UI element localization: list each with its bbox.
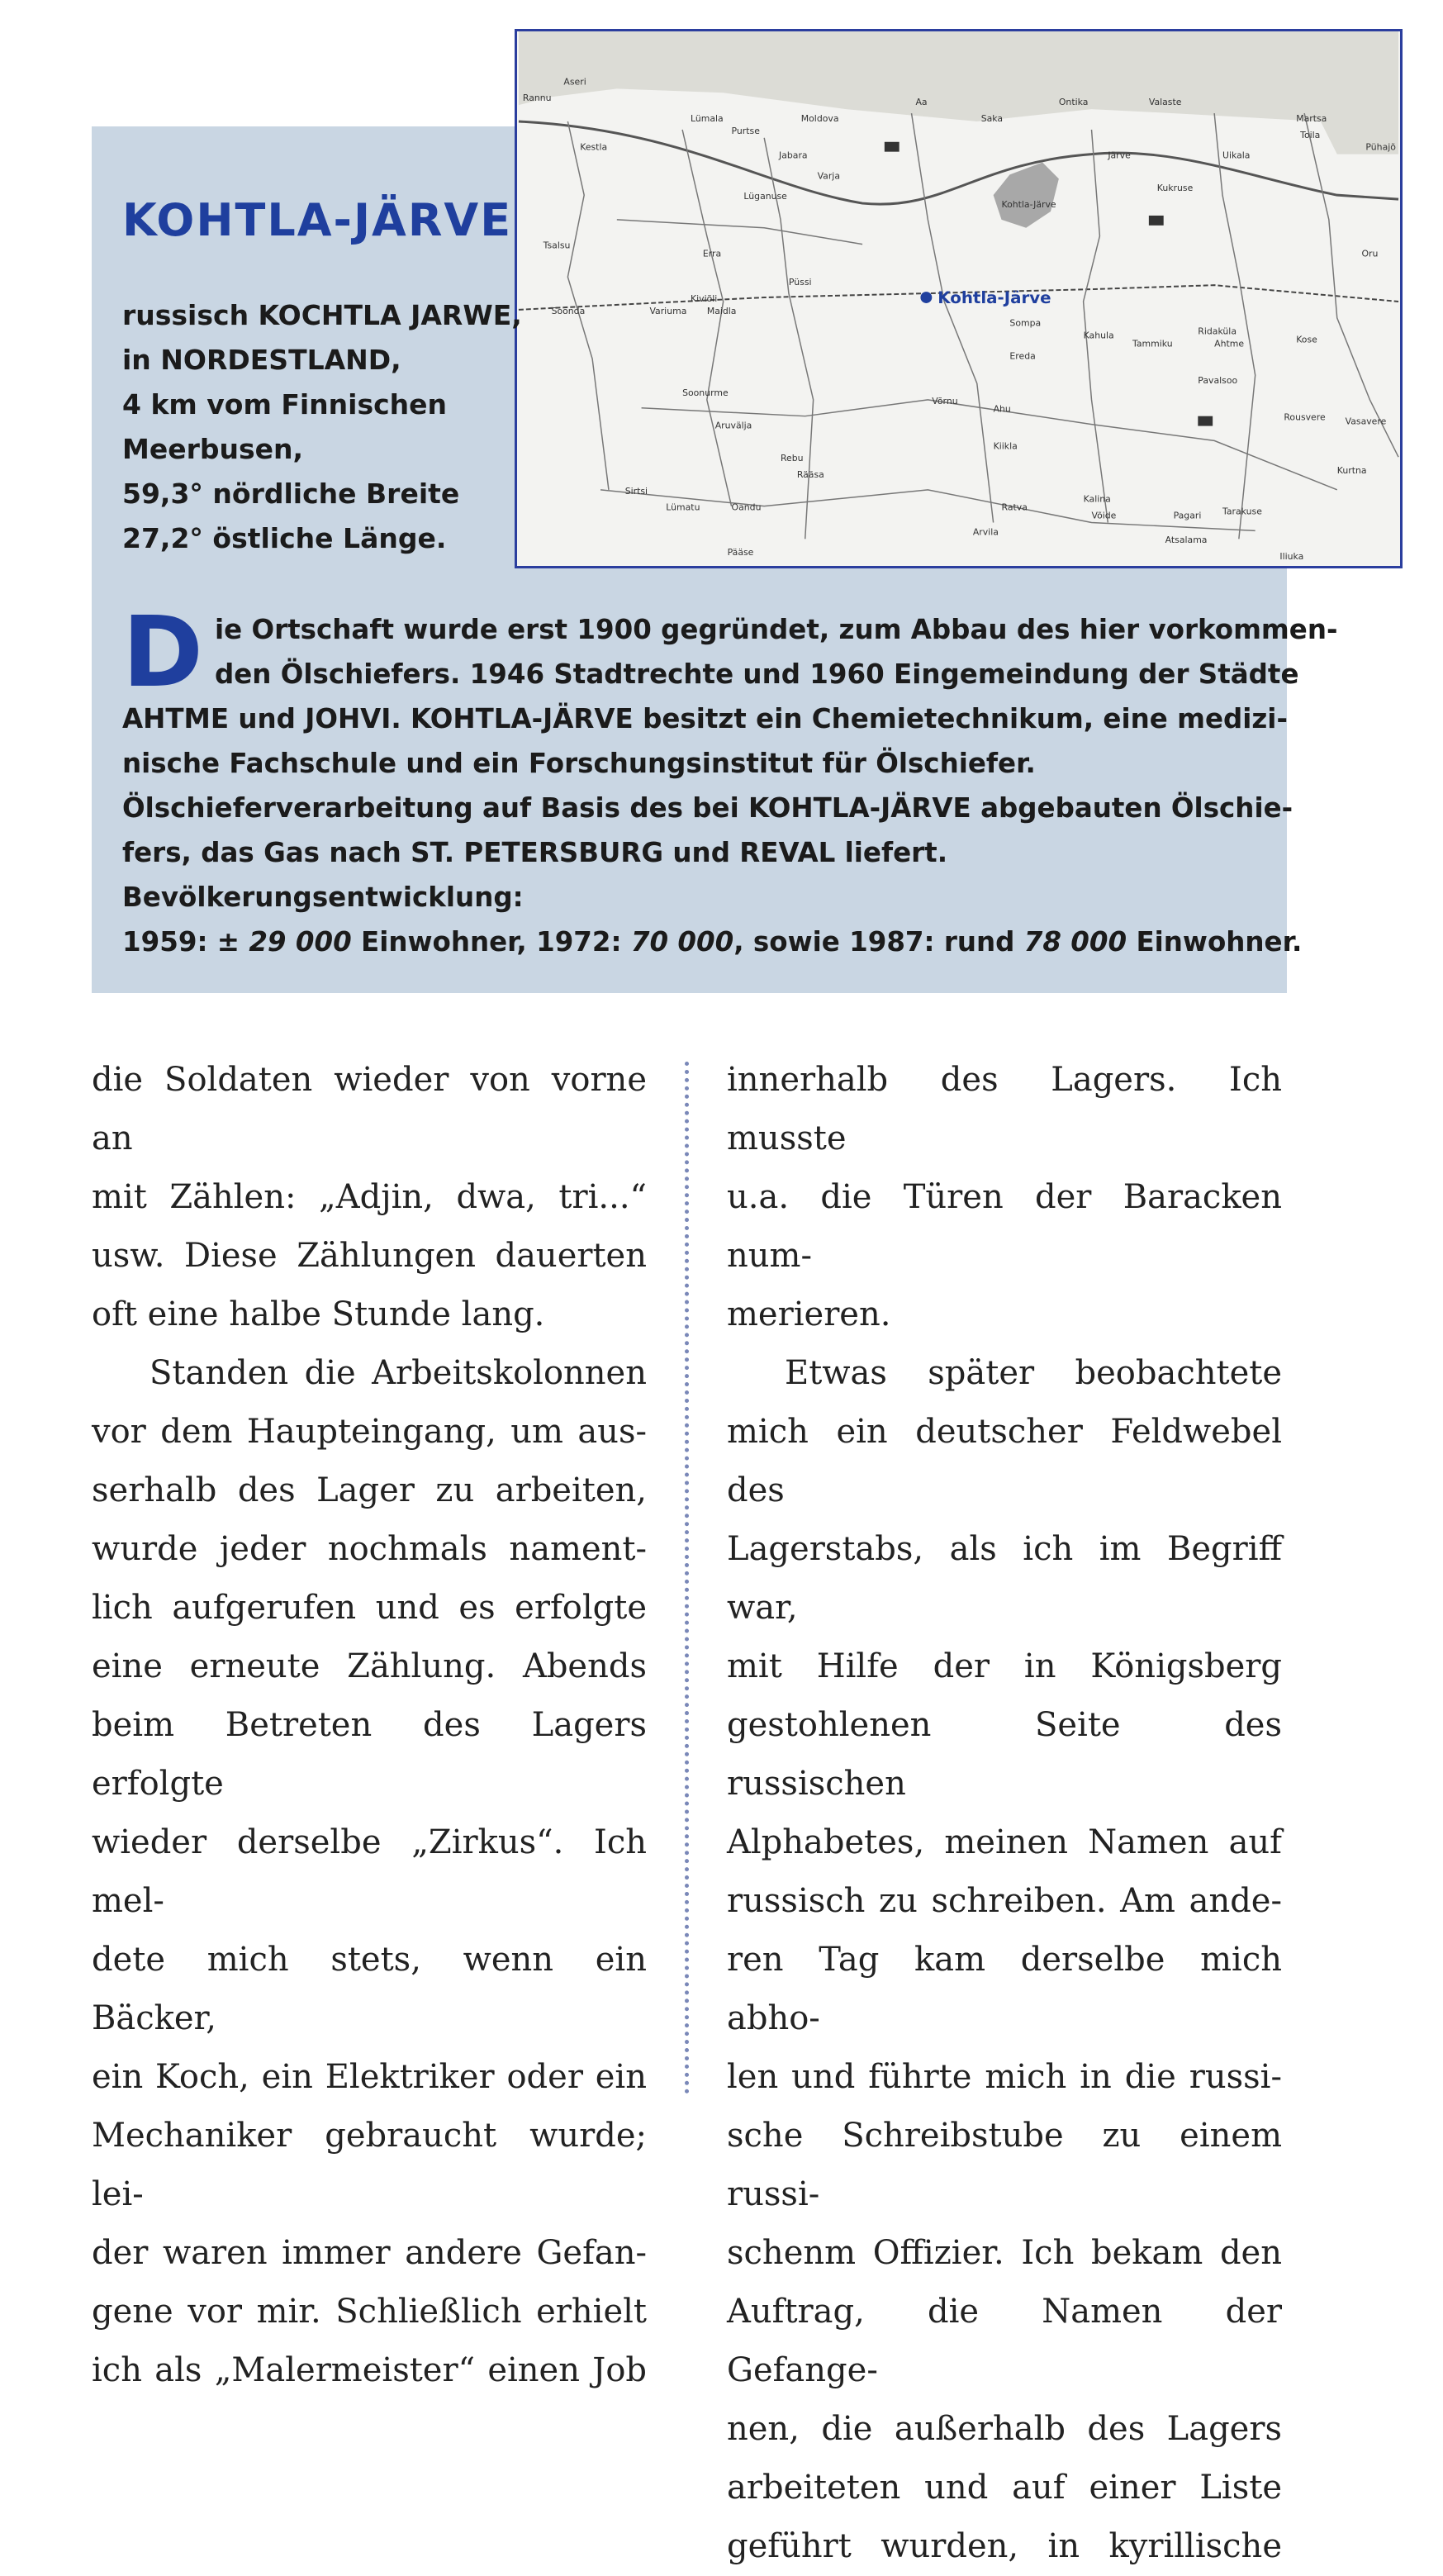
description-line: nische Fachschule und ein Forschungsinstitut für Ölschiefer.: [122, 748, 1036, 779]
body-line: serhalb des Lager zu arbeiten,: [92, 1471, 647, 1509]
svg-text:Rebu: Rebu: [780, 453, 804, 464]
svg-text:Rousvere: Rousvere: [1284, 411, 1326, 423]
body-line: Auftrag, die Namen der Gefange-: [727, 2293, 1282, 2389]
population-line: [122, 920, 1303, 964]
fact-line: in NORDESTLAND,: [122, 344, 401, 376]
svg-text:Ahtme: Ahtme: [1214, 338, 1245, 349]
body-line: eine erneute Zählung. Abends: [92, 1647, 647, 1685]
population-suffix: Einwohner.: [1127, 926, 1303, 958]
svg-text:Moldova: Moldova: [800, 112, 839, 124]
body-line: nen, die außerhalb des Lagers: [727, 2410, 1282, 2448]
fact-line: Meerbusen,: [122, 433, 304, 465]
svg-text:Lüganuse: Lüganuse: [743, 191, 787, 202]
svg-text:Ridaküla: Ridaküla: [1198, 326, 1237, 337]
map-drawing: [517, 31, 1400, 566]
svg-text:Soonda: Soonda: [551, 305, 586, 316]
body-line: schenm Offizier. Ich bekam den: [727, 2234, 1282, 2272]
body-line: mit Hilfe der in Königsberg: [727, 1647, 1282, 1685]
svg-text:Vasavere: Vasavere: [1345, 416, 1387, 427]
body-line: geführt wurden, in kyrillische: [727, 2527, 1282, 2565]
svg-text:Ereda: Ereda: [1009, 350, 1036, 362]
body-line: lich aufgerufen und es erfolgte: [92, 1589, 647, 1627]
body-line: Etwas später beobachtete: [785, 1354, 1282, 1392]
svg-text:Martsa: Martsa: [1296, 112, 1327, 124]
body-line: usw. Diese Zählungen dauerten: [92, 1237, 647, 1275]
svg-text:Pääse: Pääse: [727, 547, 754, 558]
svg-text:Pavalsoo: Pavalsoo: [1198, 375, 1238, 387]
text-column-right: [727, 1051, 1282, 2576]
map-place-labels: [523, 76, 1396, 562]
svg-text:Kalina: Kalina: [1083, 493, 1111, 505]
svg-text:Iliuka: Iliuka: [1279, 551, 1304, 563]
body-line: vor dem Haupteingang, um aus-: [92, 1413, 647, 1451]
description-line: ie Ortschaft wurde erst 1900 gegründet, zum Abbau des hier vorkommen-: [214, 614, 1338, 645]
svg-text:Kukruse: Kukruse: [1156, 183, 1194, 194]
highway-road: [519, 121, 1398, 204]
svg-text:Erra: Erra: [702, 248, 722, 259]
population-mid2: , sowie 1987: rund: [733, 926, 1024, 958]
svg-text:Võide: Võide: [1091, 510, 1117, 521]
body-line: mit Zählen: „Adjin, dwa, tri...“: [92, 1178, 647, 1216]
fact-line: 27,2° östliche Länge.: [122, 522, 447, 554]
svg-text:Saka: Saka: [980, 112, 1004, 124]
svg-text:Kose: Kose: [1296, 334, 1317, 345]
svg-text:Sirtsi: Sirtsi: [624, 485, 648, 497]
svg-text:Oru: Oru: [1361, 248, 1379, 259]
body-line: Standen die Arbeitskolonnen: [150, 1354, 647, 1392]
city-facts: [122, 293, 522, 561]
svg-text:Soonurme: Soonurme: [682, 387, 729, 398]
svg-text:Ratva: Ratva: [1001, 501, 1028, 513]
svg-text:Tarakuse: Tarakuse: [1222, 506, 1262, 517]
fact-line: 4 km vom Finnischen: [122, 388, 448, 421]
svg-text:Kiikla: Kiikla: [993, 440, 1018, 452]
text-column-left: [92, 1051, 647, 2400]
svg-text:Järve: Järve: [1108, 150, 1131, 161]
fact-line: russisch KOCHTLA JARWE,: [122, 299, 522, 331]
fact-line: 59,3° nördliche Breite: [122, 478, 460, 510]
body-line: die Soldaten wieder von vorne an: [92, 1061, 647, 1157]
svg-text:Valaste: Valaste: [1148, 97, 1182, 108]
description-line: Bevölkerungsentwicklung:: [122, 882, 524, 913]
body-line: der waren immer andere Gefan-: [92, 2234, 647, 2272]
body-line: gestohlenen Seite des russischen: [727, 1706, 1282, 1803]
body-line: wurde jeder nochmals nament-: [92, 1530, 647, 1568]
population-prefix: 1959: ±: [122, 926, 249, 958]
body-line: u.a. die Türen der Baracken num-: [727, 1178, 1282, 1275]
svg-text:Atsalama: Atsalama: [1165, 535, 1208, 546]
svg-text:Purtse: Purtse: [731, 125, 760, 136]
svg-text:Varja: Varja: [817, 170, 841, 182]
sea-area: [519, 31, 1398, 154]
svg-text:Tammiku: Tammiku: [1132, 338, 1173, 349]
body-line: sche Schreibstube zu einem russi-: [727, 2117, 1282, 2213]
population-1959: 29 000: [249, 926, 352, 958]
svg-text:Rääsa: Rääsa: [796, 468, 824, 480]
svg-text:Kahula: Kahula: [1083, 330, 1114, 341]
body-line: merieren.: [727, 1295, 891, 1333]
road-marker-20b: [1149, 216, 1164, 226]
population-mid1: Einwohner, 1972:: [351, 926, 631, 958]
svg-text:Aseri: Aseri: [563, 76, 586, 88]
body-line: Lagerstabs, als ich im Begriff war,: [727, 1530, 1282, 1627]
svg-text:Kiviõli: Kiviõli: [691, 292, 718, 304]
population-1987: 78 000: [1023, 926, 1127, 958]
svg-text:Püssi: Püssi: [788, 277, 812, 288]
svg-text:Arvila: Arvila: [972, 526, 999, 538]
body-line: mich ein deutscher Feldwebel des: [727, 1413, 1282, 1509]
svg-text:Pagari: Pagari: [1173, 510, 1202, 521]
body-line: gene vor mir. Schließlich erhielt: [92, 2293, 647, 2331]
svg-text:Aa: Aa: [915, 97, 928, 108]
svg-text:Uikala: Uikala: [1222, 150, 1251, 161]
column-divider: [685, 1062, 689, 2094]
body-line: oft eine halbe Stunde lang.: [92, 1295, 545, 1333]
svg-text:Võrnu: Võrnu: [932, 395, 958, 406]
svg-text:Kurtna: Kurtna: [1336, 465, 1367, 477]
description-line: AHTME und JOHVI. KOHTLA-JÄRVE besitzt ein Chemietechnikum, eine medizi-: [122, 703, 1288, 734]
description-line: fers, das Gas nach ST. PETERSBURG und REVAL liefert.: [122, 837, 948, 868]
svg-text:Lümala: Lümala: [691, 112, 724, 124]
svg-text:Rannu: Rannu: [522, 93, 552, 104]
svg-text:Maidla: Maidla: [706, 305, 737, 316]
svg-text:Lümatu: Lümatu: [666, 501, 700, 513]
body-line: russisch zu schreiben. Am ande-: [727, 1882, 1282, 1920]
city-title: KOHTLA-JÄRVE: [122, 194, 513, 246]
svg-text:Pühajõ: Pühajõ: [1365, 141, 1396, 153]
svg-text:Toila: Toila: [1300, 129, 1321, 140]
svg-text:Jabara: Jabara: [779, 150, 808, 161]
population-1972: 70 000: [630, 926, 734, 958]
svg-text:Variuma: Variuma: [649, 305, 687, 316]
body-line: wieder derselbe „Zirkus“. Ich mel-: [92, 1823, 647, 1920]
body-line: ren Tag kam derselbe mich abho-: [727, 1941, 1282, 2037]
svg-text:Sompa: Sompa: [1009, 317, 1042, 329]
body-line: ein Koch, ein Elektriker oder ein: [92, 2058, 647, 2096]
description-line: Ölschieferverarbeitung auf Basis des bei KOHTLA-JÄRVE abgebauten Ölschie-: [122, 792, 1293, 824]
svg-text:Oandu: Oandu: [731, 501, 762, 513]
svg-text:Kohtla-Järve: Kohtla-Järve: [1001, 199, 1056, 211]
svg-text:Aruvälja: Aruvälja: [714, 420, 752, 431]
body-line: beim Betreten des Lagers erfolgte: [92, 1706, 647, 1803]
body-line: dete mich stets, wenn ein Bäcker,: [92, 1941, 647, 2037]
map-main-label: Kohtla-Järve: [937, 288, 1051, 307]
body-line: Mechaniker gebraucht wurde; lei-: [92, 2117, 647, 2213]
svg-text:Kestla: Kestla: [580, 141, 608, 153]
svg-text:Ontika: Ontika: [1058, 97, 1089, 108]
body-line: len und führte mich in die russi-: [727, 2058, 1282, 2096]
body-line: ich als „Malermeister“ einen Job: [92, 2351, 647, 2389]
body-line: arbeiteten und auf einer Liste: [727, 2469, 1282, 2507]
road-marker-3: [1198, 416, 1213, 426]
map: [515, 29, 1403, 568]
svg-text:Ahu: Ahu: [993, 403, 1011, 415]
drop-cap: D: [122, 595, 203, 709]
body-line: innerhalb des Lagers. Ich musste: [727, 1061, 1282, 1157]
kohtla-jarve-marker: [920, 292, 932, 303]
body-line: Alphabetes, meinen Namen auf: [727, 1823, 1282, 1861]
road-marker-20: [885, 142, 900, 152]
description-line: den Ölschiefers. 1946 Stadtrechte und 1960 Eingemeindung der Städte: [214, 658, 1299, 690]
city-description: [122, 595, 1338, 964]
svg-text:Tsalsu: Tsalsu: [543, 240, 571, 251]
